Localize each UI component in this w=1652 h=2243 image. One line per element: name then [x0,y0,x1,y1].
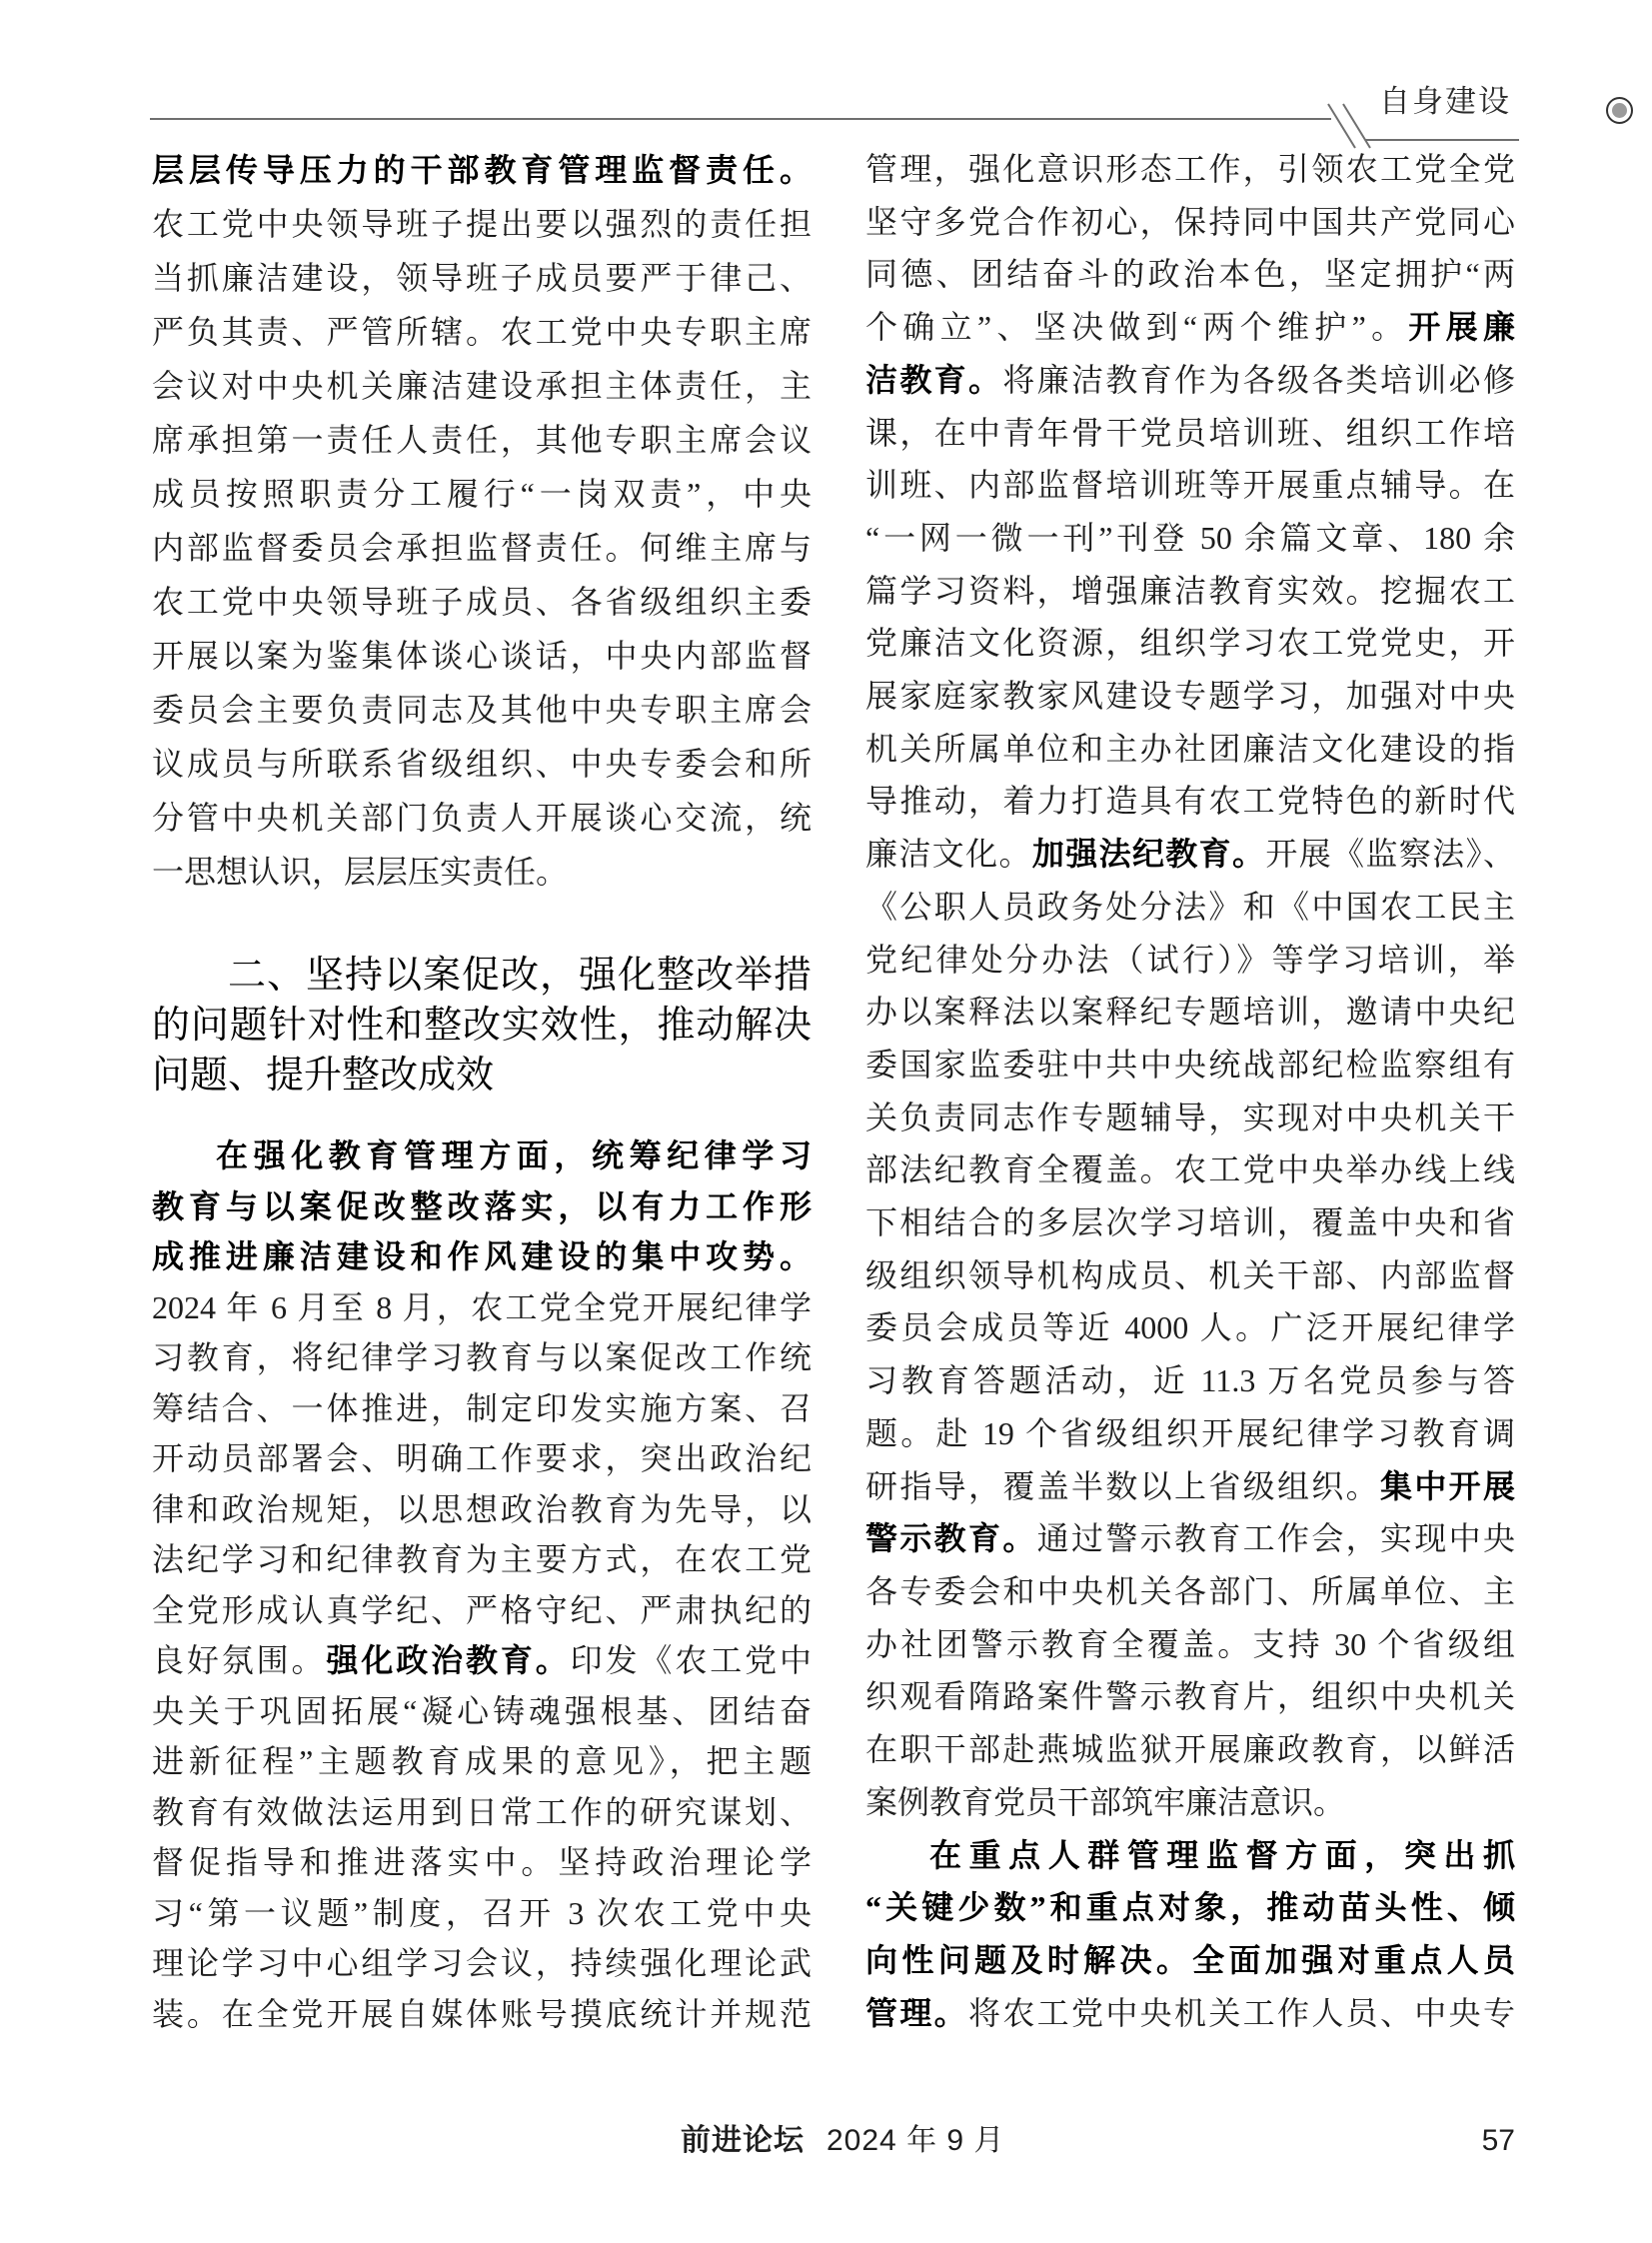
text-line [152,521,812,575]
paragraph [152,143,812,899]
text-line [865,1354,1515,1407]
bullseye-dot [1612,103,1627,118]
bullseye-icon [1606,97,1633,124]
text-run: 在职干部赴燕城监狱开展廉政教育，以鲜活 [865,1731,1515,1768]
bold-run: 向性问题及时解决。全面加强对重点人员 [865,1941,1515,1978]
text-run: 一思想认识，层层压实责任。 [152,854,569,890]
text-line [152,1635,812,1686]
text-line [152,359,812,413]
heading-line [152,1051,812,1101]
text-line [865,670,1515,723]
text-run: 习教育，将纪律学习教育与以案促改工作统 [152,1339,812,1375]
text-line [152,575,812,629]
text-run: 印发《农工党中 [570,1642,812,1678]
text-run: 理论学习中心组学习会议，持续强化理论武 [152,1945,812,1981]
text-run: 党纪律处分办法（试行）》等学习培训，举 [865,941,1515,978]
text-line [152,629,812,683]
text-line [865,1565,1515,1618]
text-run: 二、坚持以案促改，强化整改举措 [228,955,812,997]
text-run: 办社团警示教育全覆盖。支持 30 个省级组 [865,1625,1515,1662]
bold-run: 集中开展 [1379,1467,1515,1504]
text-run: 将农工党中央机关工作人员、中央专 [968,1994,1515,2031]
text-line [865,723,1515,776]
text-line [152,251,812,305]
bold-run: 加强法纪教育。 [1031,836,1266,873]
text-run: 机关所属单位和主办社团廉洁文化建设的指 [865,730,1515,767]
paragraph [865,1829,1515,2040]
heading-line [152,951,812,1001]
text-run: 篇学习资料，增强廉洁教育实效。挖掘农工 [865,572,1515,609]
text-line [865,1670,1515,1723]
text-line [865,1301,1515,1354]
text-line [865,407,1515,460]
bold-run: 层层传导压力的干部教育管理监督责任。 [152,152,812,188]
text-line [865,1092,1515,1144]
text-line [865,1460,1515,1513]
text-run: 内部监督委员会承担监督责任。何维主席与 [152,530,812,566]
page-number: 57 [1481,2124,1515,2157]
text-line [865,1723,1515,1776]
text-line [865,1039,1515,1092]
text-line [865,934,1515,987]
text-line [152,1736,812,1787]
text-run: 部法纪教育全覆盖。农工党中央举办线上线 [865,1151,1515,1188]
text-line [865,617,1515,670]
text-run: 法纪学习和纪律教育为主要方式，在农工党 [152,1541,812,1577]
text-line [865,775,1515,828]
text-run: 个确立”、坚决做到“两个维护”。 [865,309,1409,346]
text-run: 办以案释法以案释纪专题培训，邀请中央纪 [865,994,1515,1031]
text-run: 的问题针对性和整改实效性，推动解决 [152,1005,812,1047]
text-run: 关负责同志作专题辅导，实现对中央机关干 [865,1099,1515,1135]
text-line [152,1938,812,1989]
text-run: 分管中央机关部门负责人开展谈心交流，统 [152,800,812,836]
text-line [152,1837,812,1888]
text-run: 同德、团结奋斗的政治本色，坚定拥护“两 [865,256,1515,293]
page-footer [0,2121,1652,2163]
text-line [152,143,812,197]
text-line [152,1888,812,1939]
text-run: 委员会主要负责同志及其他中央专职主席会 [152,692,812,728]
text-run: 农工党中央领导班子成员、各省级组织主委 [152,584,812,620]
text-line [152,1534,812,1585]
text-line [865,828,1515,881]
text-run: 委员会成员等近 4000 人。广泛开展纪律学 [865,1309,1515,1346]
text-line [865,1512,1515,1565]
text-run: 训班、内部监督培训班等开展重点辅导。在 [865,467,1515,504]
text-run: 委国家监委驻中共中央统战部纪检监察组有 [865,1046,1515,1083]
text-line [152,1282,812,1333]
text-line [865,1618,1515,1671]
text-line [152,305,812,359]
text-line [152,791,812,845]
text-run: 进新征程”主题教育成果的意见》，把主题 [152,1743,812,1779]
bold-run: 成推进廉洁建设和作风建设的集中攻势。 [152,1238,812,1274]
text-run: 筹结合、一体推进，制定印发实施方案、召 [152,1389,812,1426]
section-heading [152,951,812,1101]
text-run: 级组织领导机构成员、机关干部、内部监督 [865,1256,1515,1293]
text-run: 农工党中央领导班子提出要以强烈的责任担 [152,206,812,242]
bold-run: 强化政治教育。 [326,1642,571,1678]
bold-run: 洁教育。 [865,361,1003,398]
text-run: 良好氛围。 [152,1642,327,1678]
bold-run: 警示教育。 [865,1520,1037,1557]
text-run: “一网一微一刊”刊登 50 余篇文章、180 余 [865,519,1515,556]
text-line [865,1407,1515,1460]
text-line [152,1989,812,2040]
heading-line [152,1001,812,1051]
text-column-left [152,143,812,2039]
text-run: 织观看隋路案件警示教育片，组织中央机关 [865,1678,1515,1715]
journal-name: 前进论坛 [681,2124,805,2157]
text-line [865,301,1515,354]
text-run: 成员按照职责分工履行“一岗双责”，中央 [152,476,812,512]
text-line [865,1881,1515,1934]
text-line [865,1776,1515,1829]
text-line [152,683,812,737]
text-line [865,881,1515,934]
text-run: 廉洁文化。 [865,836,1032,873]
issue-date: 2024 年 9 月 [826,2124,1005,2157]
text-line [865,1196,1515,1249]
text-line [865,1249,1515,1302]
text-run: 教育有效做法运用到日常工作的研究谋划、 [152,1793,812,1830]
text-run: 坚守多党合作初心，保持同中国共产党同心 [865,203,1515,240]
text-run: 《公职人员政务处分法》和《中国农工民主 [865,888,1515,925]
text-line [865,1987,1515,2040]
text-run: 通过警示教育工作会，实现中央 [1036,1520,1515,1557]
text-line [865,1934,1515,1987]
text-run: 课，在中青年骨干党员培训班、组织工作培 [865,414,1515,451]
text-run: 党廉洁文化资源，组织学习农工党党史，开 [865,625,1515,662]
text-run: 督促指导和推进落实中。坚持政治理论学 [152,1844,812,1880]
bold-run: 在强化教育管理方面，统筹纪律学习 [216,1137,812,1173]
text-run: 习“第一议题”制度，召开 3 次农工党中央 [152,1894,812,1931]
text-line [152,1332,812,1383]
text-run: 开展以案为鉴集体谈心谈话，中央内部监督 [152,638,812,674]
text-run: 案例教育党员干部筑牢廉洁意识。 [865,1783,1346,1820]
text-line [865,354,1515,407]
text-run: 严负其责、严管所辖。农工党中央专职主席 [152,314,812,350]
text-line [865,986,1515,1039]
text-line [152,1231,812,1282]
text-line [152,1484,812,1535]
text-run: 装。在全党开展自媒体账号摸底统计并规范 [152,1995,812,2032]
text-run: 各专委会和中央机关各部门、所属单位、主 [865,1572,1515,1609]
text-run: 律和政治规矩，以思想政治教育为先导，以 [152,1490,812,1527]
bold-run: 管理。 [865,1994,968,2031]
text-run: 下相结合的多层次学习培训，覆盖中央和省 [865,1204,1515,1241]
text-line [152,1130,812,1181]
text-run: 问题、提升整改成效 [152,1055,495,1097]
text-run: 央关于巩固拓展“凝心铸魂强根基、团结奋 [152,1692,812,1729]
section-label: 自身建设 [1379,84,1511,119]
text-line [152,845,812,899]
bold-run: 在重点人群管理监督方面，突出抓 [929,1836,1515,1873]
text-line [865,248,1515,301]
text-line [152,1787,812,1838]
text-line [865,565,1515,618]
text-line [152,1181,812,1232]
paragraph [152,1130,812,2039]
text-line [865,196,1515,249]
text-run: 会议对中央机关廉洁建设承担主体责任，主 [152,368,812,404]
text-run: 全党形成认真学纪、严格守纪、严肃执纪的 [152,1591,812,1628]
text-run: 开动员部署会、明确工作要求，突出政治纪 [152,1440,812,1476]
bold-run: 开展廉 [1408,309,1515,346]
text-run: 开展《监察法》、 [1265,836,1515,873]
text-run: 导推动，着力打造具有农工党特色的新时代 [865,783,1515,820]
text-line [865,459,1515,512]
text-run: 2024 年 6 月至 8 月，农工党全党开展纪律学 [152,1288,812,1325]
text-line [152,467,812,521]
text-line [865,1143,1515,1196]
text-line [865,512,1515,565]
text-run: 展家庭家教家风建设专题学习，加强对中央 [865,678,1515,715]
text-line [865,1829,1515,1882]
text-run: 席承担第一责任人责任，其他专职主席会议 [152,422,812,458]
text-run: 研指导，覆盖半数以上省级组织。 [865,1467,1380,1504]
text-run: 题。赴 19 个省级组织开展纪律学习教育调 [865,1414,1515,1451]
text-run: 管理，强化意识形态工作，引领农工党全党 [865,151,1515,187]
text-line [865,143,1515,196]
text-run: 将廉洁教育作为各级各类培训必修 [1002,361,1515,398]
text-line [152,1433,812,1484]
text-line [152,737,812,791]
text-line [152,1383,812,1434]
bold-run: “关键少数”和重点对象，推动苗头性、倾 [865,1889,1515,1926]
text-line [152,1585,812,1636]
text-run: 习教育答题活动，近 11.3 万名党员参与答 [865,1362,1515,1399]
text-run: 当抓廉洁建设，领导班子成员要严于律己、 [152,260,812,296]
paragraph [865,143,1515,1829]
text-run: 议成员与所联系省级组织、中央专委会和所 [152,746,812,782]
text-column-right [865,143,1515,2039]
text-line [152,413,812,467]
text-line [152,1686,812,1737]
bold-run: 教育与以案促改整改落实，以有力工作形 [152,1187,812,1224]
text-line [152,197,812,251]
